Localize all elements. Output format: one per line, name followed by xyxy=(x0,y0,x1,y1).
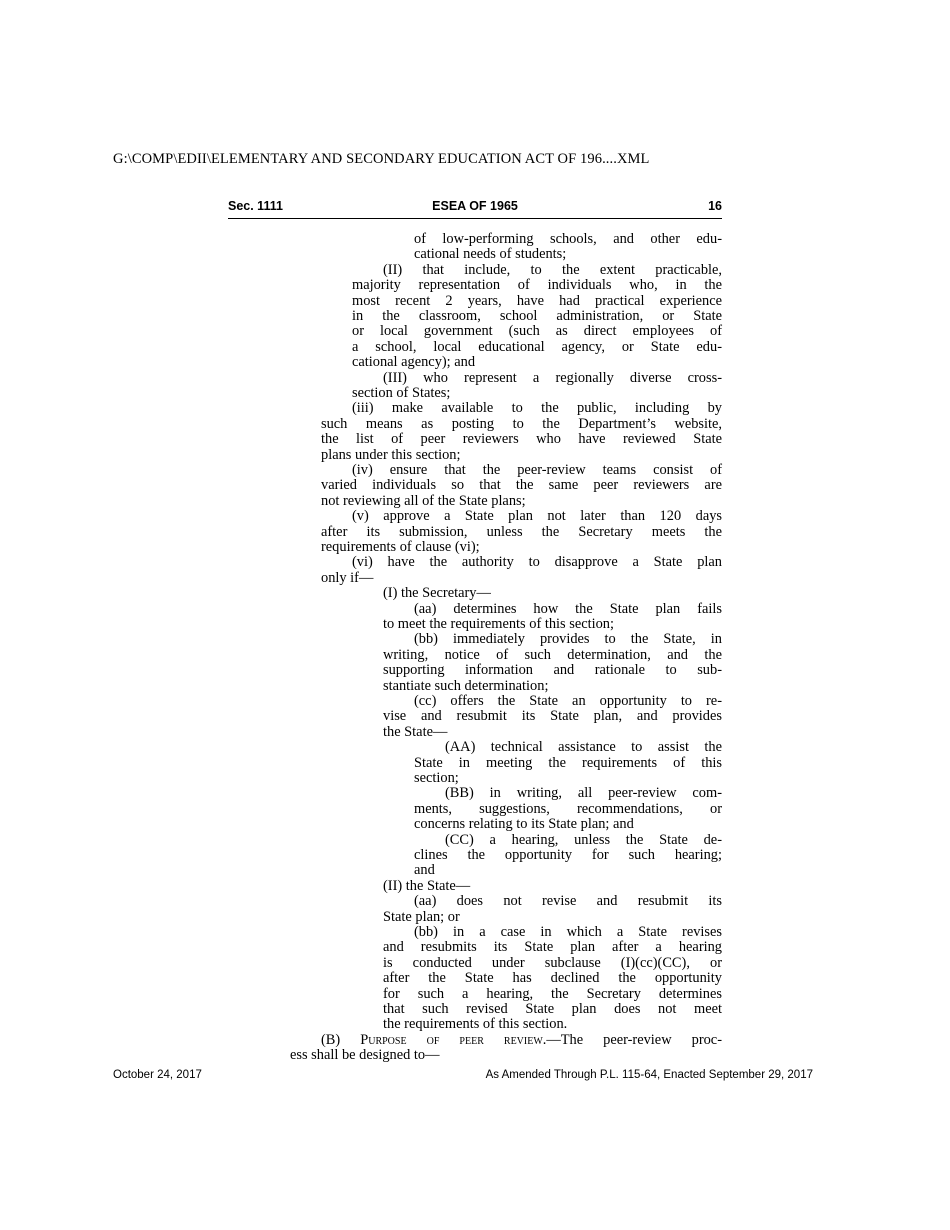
paragraph-b-prefix: (B) xyxy=(321,1031,361,1048)
text-line: to meet the requirements of this section; xyxy=(383,616,614,632)
text-line: State plan; or xyxy=(383,908,460,925)
footer-amended: As Amended Through P.L. 115-64, Enacted September 29, 2017 xyxy=(485,1069,813,1081)
text-line: (aa) determines how the State plan fails xyxy=(414,600,722,617)
text-line: concerns relating to its State plan; and xyxy=(414,816,634,833)
text-line: section of States; xyxy=(352,385,451,401)
text-line: majority representation of individuals who, in the xyxy=(352,277,722,294)
text-line: (bb) immediately provides to the State, in xyxy=(414,631,722,648)
running-header xyxy=(228,198,722,219)
text-line: such means as posting to the Department’s website, xyxy=(321,415,722,432)
paragraph-b-heading: Purpose of peer review. xyxy=(360,1031,547,1048)
text-line: varied individuals so that the same peer reviewers are xyxy=(321,477,722,494)
paragraph-b-continuation: ess shall be designed to— xyxy=(290,1047,440,1064)
page-number: 16 xyxy=(708,199,722,213)
text-line: the State— xyxy=(383,723,448,740)
text-line: that such revised State plan does not meet xyxy=(383,1001,722,1017)
text-line: (II) the State— xyxy=(383,877,471,894)
text-line: only if— xyxy=(321,569,374,586)
text-line: (v) approve a State plan not later than 120 days xyxy=(352,508,722,525)
text-line: stantiate such determination; xyxy=(383,677,549,694)
text-line: section; xyxy=(414,770,459,786)
text-line: (CC) a hearing, unless the State de- xyxy=(445,831,722,848)
text-line: (iii) make available to the public, including by xyxy=(352,400,722,417)
text-line: State in meeting the requirements of this xyxy=(414,754,722,771)
text-line: and resubmits its State plan after a hearing xyxy=(383,939,722,956)
text-line: vise and resubmit its State plan, and provides xyxy=(383,708,722,725)
text-line: is conducted under subclause (I)(cc)(CC), or xyxy=(383,954,722,971)
text-line: clines the opportunity for such hearing; xyxy=(414,847,722,863)
text-line: most recent 2 years, have had practical experience xyxy=(352,292,722,309)
text-line: after the State has declined the opportunity xyxy=(383,970,722,987)
text-line: in the classroom, school administration, or State xyxy=(352,308,722,324)
text-line: cational agency); and xyxy=(352,354,476,371)
text-line: the list of peer reviewers who have reviewed State xyxy=(321,431,722,448)
paragraph-b-first-line xyxy=(321,1033,722,1049)
text-line: of low-performing schools, and other edu- xyxy=(414,231,722,247)
text-line: (BB) in writing, all peer-review com- xyxy=(445,785,722,802)
text-line: (I) the Secretary— xyxy=(383,585,491,602)
text-line: plans under this section; xyxy=(321,446,461,463)
text-line: (AA) technical assistance to assist the xyxy=(445,739,722,756)
text-line: and xyxy=(414,862,435,879)
text-line: the requirements of this section. xyxy=(383,1016,568,1033)
text-line: (bb) in a case in which a State revises xyxy=(414,924,722,940)
text-line: (aa) does not revise and resubmit its xyxy=(414,893,722,910)
text-line: a school, local educational agency, or State edu- xyxy=(352,338,722,355)
text-line: after its submission, unless the Secretary meets the xyxy=(321,523,722,540)
text-line: or local government (such as direct employees of xyxy=(352,323,722,340)
text-line: writing, notice of such determination, and the xyxy=(383,646,722,663)
text-line: (II) that include, to the extent practicable, xyxy=(383,261,722,278)
text-line: for such a hearing, the Secretary determines xyxy=(383,985,722,1002)
section-number: Sec. 1111 xyxy=(228,199,283,213)
text-line: (III) who represent a regionally diverse cross- xyxy=(383,369,722,386)
text-line: not reviewing all of the State plans; xyxy=(321,492,526,509)
text-line: (vi) have the authority to disapprove a State plan xyxy=(352,554,722,571)
text-line: ments, suggestions, recommendations, or xyxy=(414,800,722,817)
text-line: (cc) offers the State an opportunity to re- xyxy=(414,693,722,709)
act-title: ESEA OF 1965 xyxy=(432,199,518,213)
text-line: requirements of clause (vi); xyxy=(321,539,480,555)
file-path: G:\COMP\EDII\ELEMENTARY AND SECONDARY EDUCATION ACT OF 196....XML xyxy=(113,151,650,167)
text-line: supporting information and rationale to sub- xyxy=(383,662,722,679)
paragraph-b-text: —The peer-review proc- xyxy=(546,1031,722,1048)
text-line: (iv) ensure that the peer-review teams consist of xyxy=(352,462,722,478)
footer-date: October 24, 2017 xyxy=(113,1069,202,1081)
text-line: cational needs of students; xyxy=(414,246,567,263)
